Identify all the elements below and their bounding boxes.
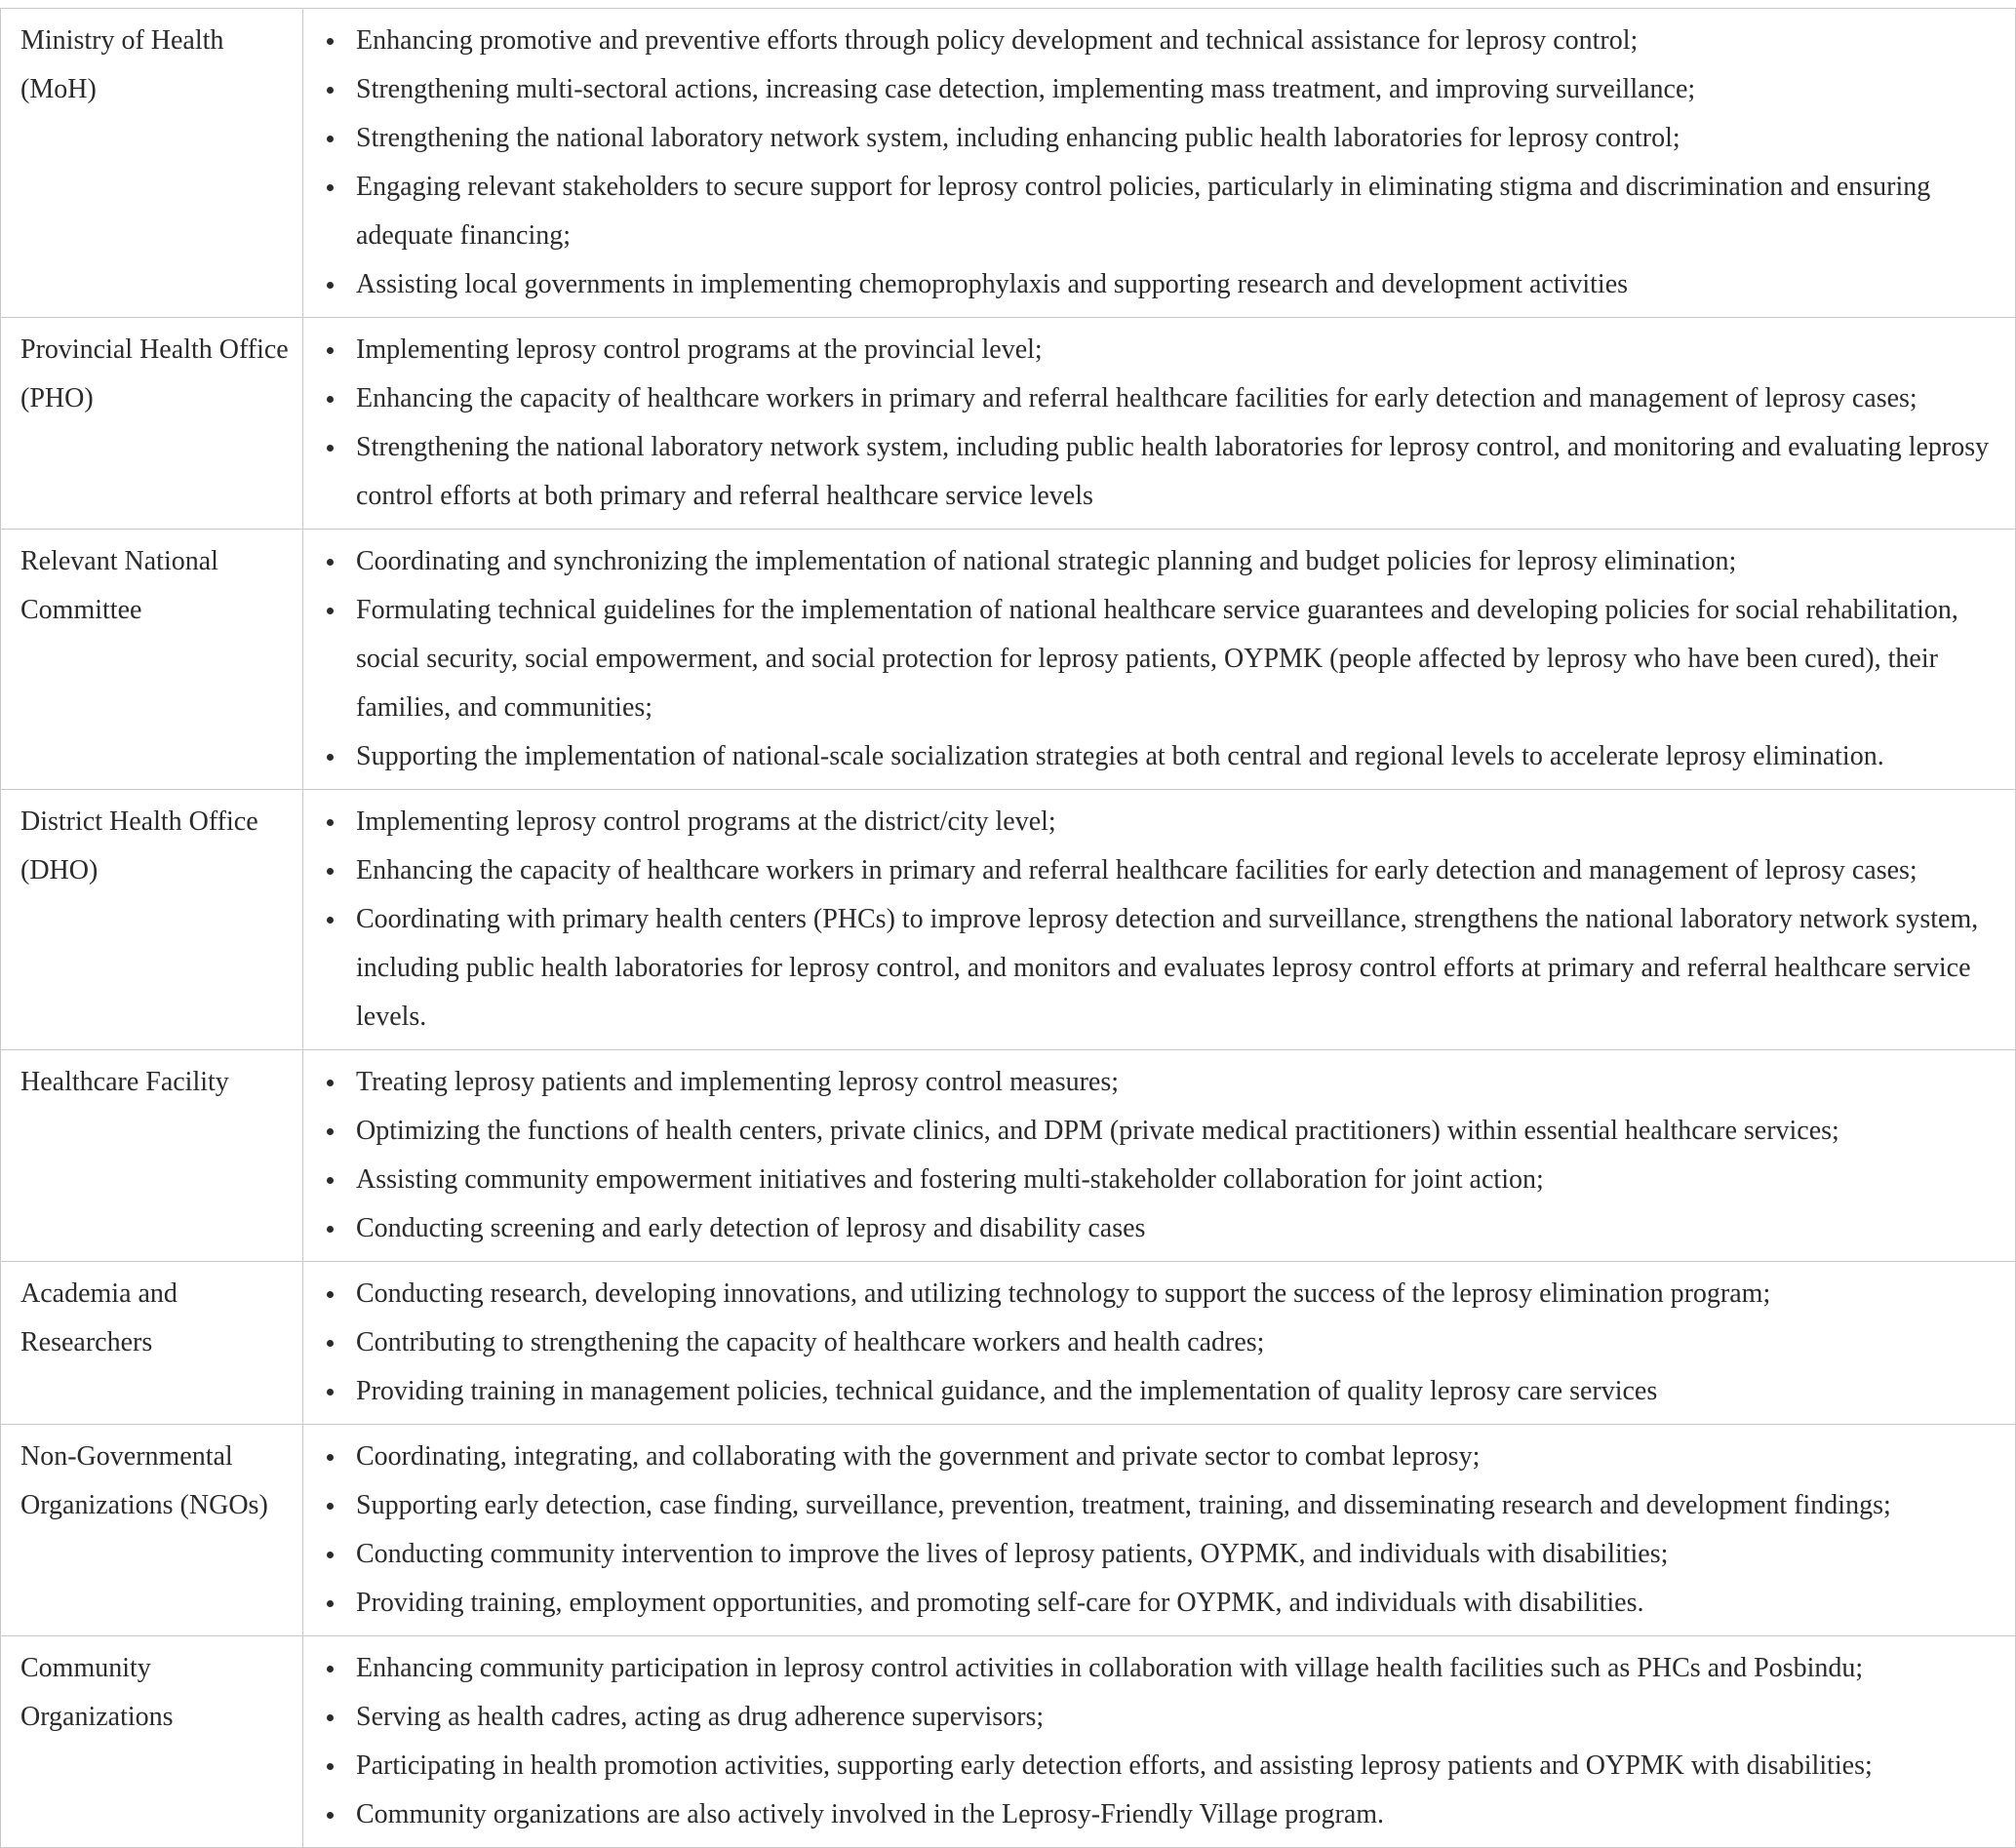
list-item: Providing training in management policies, technical guidance, and the implementation of quality leprosy care services — [356, 1367, 1994, 1416]
list-item: Enhancing promotive and preventive efforts through policy development and technical assistance for leprosy control; — [356, 17, 1994, 65]
table-row — [1, 1636, 2016, 1848]
list-item: Enhancing the capacity of healthcare workers in primary and referral healthcare facilities for early detection and management of leprosy cases; — [356, 374, 1994, 423]
list-item: Supporting early detection, case finding, surveillance, prevention, treatment, training, and disseminating research and development findings; — [356, 1481, 1994, 1530]
responsibility-list — [303, 17, 1994, 309]
stakeholder-cell: District Health Office (DHO) — [1, 790, 303, 1050]
list-item: Implementing leprosy control programs at the provincial level; — [356, 326, 1994, 374]
list-item: Strengthening the national laboratory network system, including enhancing public health laboratories for leprosy control; — [356, 114, 1994, 163]
stakeholder-cell: Provincial Health Office (PHO) — [1, 318, 303, 530]
list-item: Engaging relevant stakeholders to secure support for leprosy control policies, particularly in eliminating stigma and discrimination and ensuring adequate financing; — [356, 163, 1994, 260]
stakeholder-cell: Community Organizations — [1, 1636, 303, 1848]
stakeholder-cell: Ministry of Health (MoH) — [1, 9, 303, 318]
list-item: Conducting community intervention to improve the lives of leprosy patients, OYPMK, and individuals with disabilities; — [356, 1530, 1994, 1579]
list-item: Treating leprosy patients and implementing leprosy control measures; — [356, 1058, 1994, 1107]
responsibilities-cell — [303, 1050, 2016, 1262]
responsibilities-cell — [303, 318, 2016, 530]
table-row — [1, 530, 2016, 790]
stakeholder-cell: Healthcare Facility — [1, 1050, 303, 1262]
responsibilities-cell — [303, 530, 2016, 790]
list-item: Enhancing community participation in leprosy control activities in collaboration with village health facilities such as PHCs and Posbindu; — [356, 1644, 1994, 1693]
list-item: Community organizations are also actively involved in the Leprosy-Friendly Village program. — [356, 1790, 1994, 1839]
list-item: Conducting research, developing innovations, and utilizing technology to support the success of the leprosy elimination program; — [356, 1270, 1994, 1318]
list-item: Coordinating, integrating, and collaborating with the government and private sector to combat leprosy; — [356, 1433, 1994, 1481]
table-row — [1, 318, 2016, 530]
stakeholder-roles-table — [0, 8, 2016, 1848]
list-item: Participating in health promotion activities, supporting early detection efforts, and assisting leprosy patients and OYPMK with disabilities; — [356, 1742, 1994, 1790]
responsibility-list — [303, 798, 1994, 1042]
table-row — [1, 790, 2016, 1050]
responsibilities-cell — [303, 1425, 2016, 1636]
responsibility-list — [303, 1270, 1994, 1416]
list-item: Optimizing the functions of health centers, private clinics, and DPM (private medical practitioners) within essential healthcare services; — [356, 1107, 1994, 1156]
table-row — [1, 1262, 2016, 1425]
list-item: Coordinating and synchronizing the implementation of national strategic planning and budget policies for leprosy elimination; — [356, 537, 1994, 586]
list-item: Serving as health cadres, acting as drug adherence supervisors; — [356, 1693, 1994, 1742]
list-item: Assisting local governments in implementing chemoprophylaxis and supporting research and development activities — [356, 260, 1994, 309]
stakeholder-cell: Academia and Researchers — [1, 1262, 303, 1425]
responsibilities-cell — [303, 1636, 2016, 1848]
list-item: Coordinating with primary health centers (PHCs) to improve leprosy detection and surveillance, strengthens the national laboratory network system, including public health laboratories for leprosy control, and monitors and evaluates leprosy control efforts at primary and referral healthcare service levels. — [356, 895, 1994, 1042]
list-item: Strengthening the national laboratory network system, including public health laboratories for leprosy control, and monitoring and evaluating leprosy control efforts at both primary and referral healthcare service levels — [356, 423, 1994, 521]
list-item: Enhancing the capacity of healthcare workers in primary and referral healthcare facilities for early detection and management of leprosy cases; — [356, 846, 1994, 895]
table-row — [1, 9, 2016, 318]
responsibility-list — [303, 1433, 1994, 1628]
table-row — [1, 1425, 2016, 1636]
responsibilities-cell — [303, 1262, 2016, 1425]
list-item: Conducting screening and early detection of leprosy and disability cases — [356, 1204, 1994, 1253]
responsibilities-cell — [303, 790, 2016, 1050]
responsibility-list — [303, 1058, 1994, 1253]
table-row — [1, 1050, 2016, 1262]
list-item: Providing training, employment opportunities, and promoting self-care for OYPMK, and individuals with disabilities. — [356, 1579, 1994, 1628]
list-item: Supporting the implementation of national-scale socialization strategies at both central and regional levels to accelerate leprosy elimination. — [356, 732, 1994, 781]
stakeholder-cell: Relevant National Committee — [1, 530, 303, 790]
responsibilities-cell — [303, 9, 2016, 318]
list-item: Contributing to strengthening the capacity of healthcare workers and health cadres; — [356, 1318, 1994, 1367]
stakeholder-cell: Non-Governmental Organizations (NGOs) — [1, 1425, 303, 1636]
list-item: Implementing leprosy control programs at the district/city level; — [356, 798, 1994, 846]
responsibility-list — [303, 326, 1994, 521]
list-item: Assisting community empowerment initiatives and fostering multi-stakeholder collaboration for joint action; — [356, 1156, 1994, 1204]
list-item: Formulating technical guidelines for the implementation of national healthcare service guarantees and developing policies for social rehabilitation, social security, social empowerment, and social protection for leprosy patients, OYPMK (people affected by leprosy who have been cured), their families, and communities; — [356, 586, 1994, 732]
responsibility-list — [303, 537, 1994, 781]
list-item: Strengthening multi-sectoral actions, increasing case detection, implementing mass treatment, and improving surveillance; — [356, 65, 1994, 114]
responsibility-list — [303, 1644, 1994, 1839]
